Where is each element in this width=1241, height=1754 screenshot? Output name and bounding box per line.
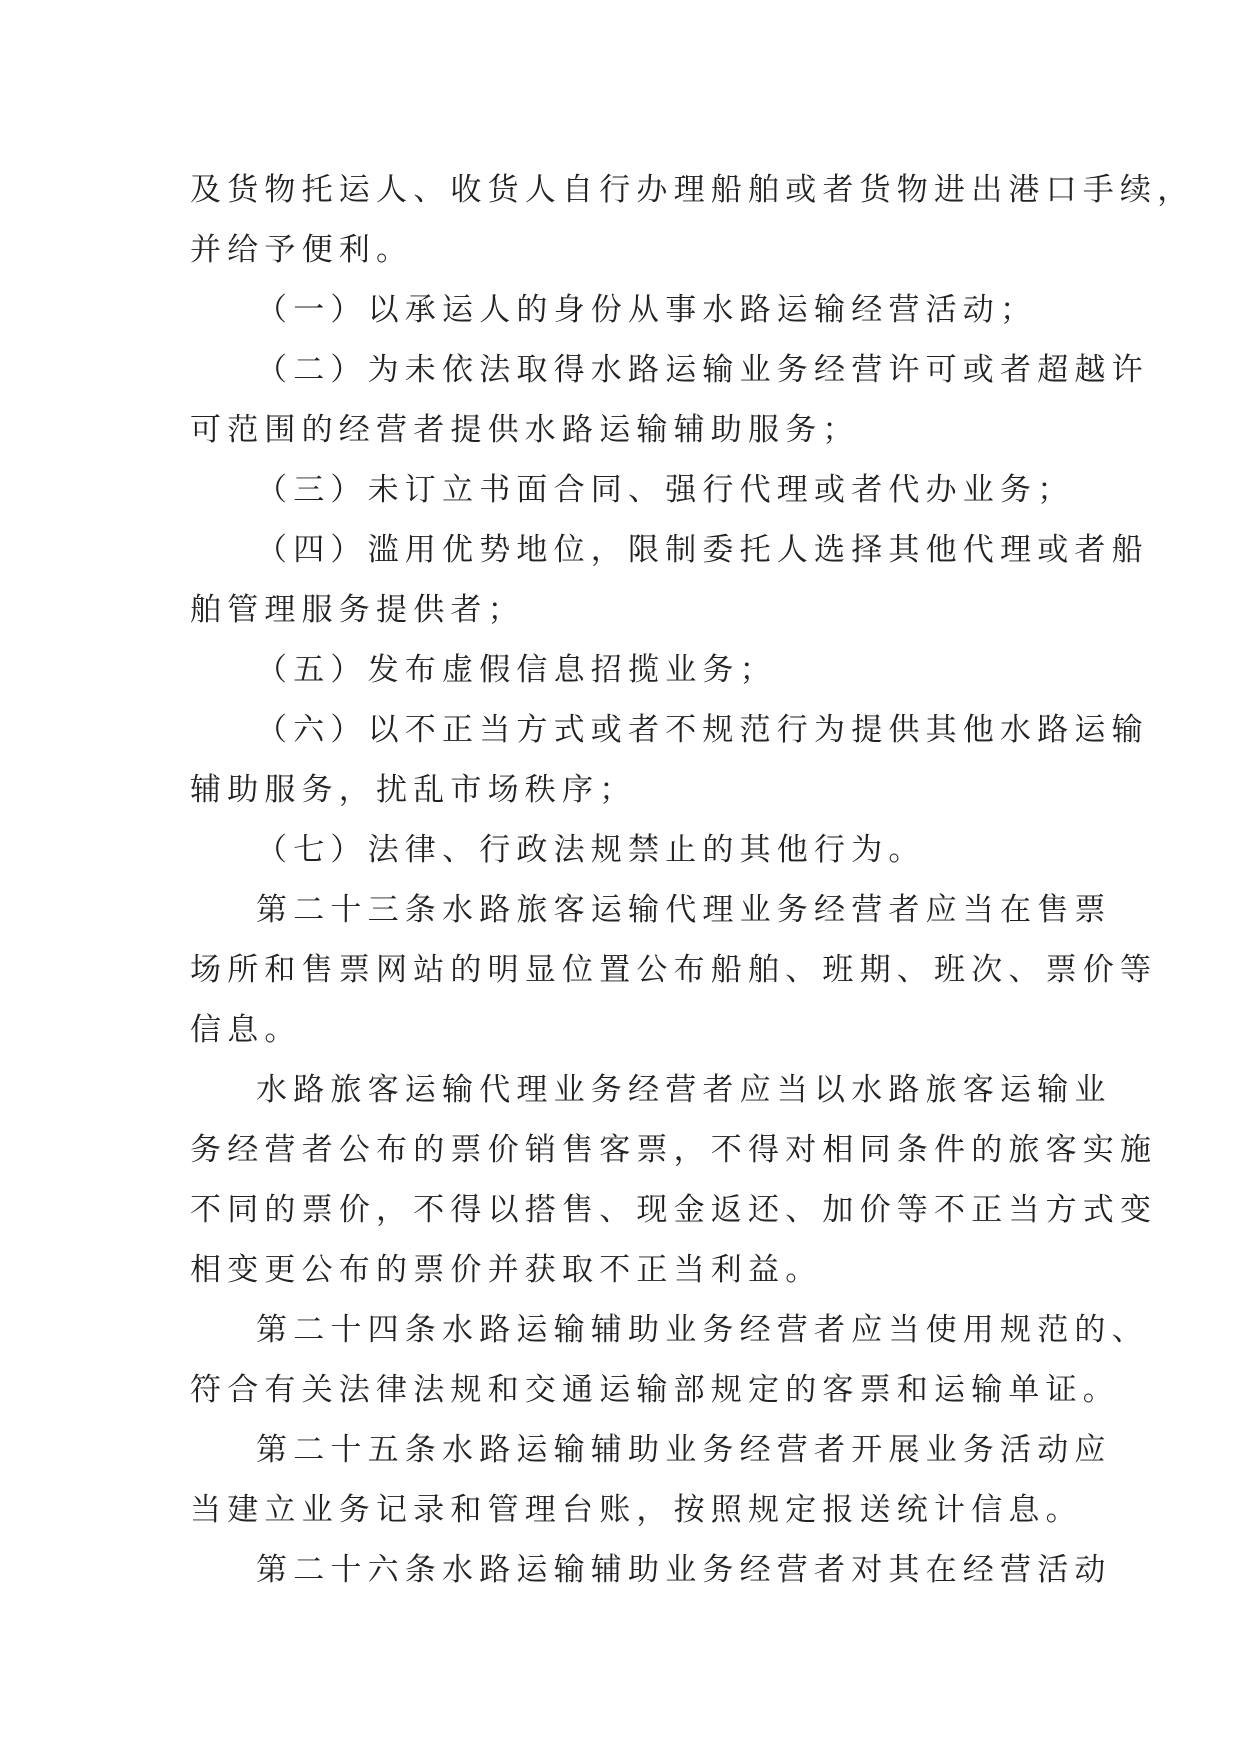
paragraph-start-line: （五）发布虚假信息招揽业务；: [256, 652, 777, 688]
text-line: 务经营者公布的票价销售客票，不得对相同条件的旅客实施: [190, 1132, 1158, 1168]
paragraph-start-line: 第二十四条水路运输辅助业务经营者应当使用规范的、: [256, 1312, 1149, 1348]
paragraph-start-line: （三）未订立书面合同、强行代理或者代办业务；: [256, 472, 1075, 508]
text-line: 信息。: [190, 1012, 302, 1048]
paragraph-start-line: 第二十三条水路旅客运输代理业务经营者应当在售票: [256, 892, 1112, 928]
text-line: 当建立业务记录和管理台账，按照规定报送统计信息。: [190, 1492, 1083, 1528]
paragraph-start-line: （六）以不正当方式或者不规范行为提供其他水路运输: [256, 712, 1149, 748]
document-body: [190, 160, 1195, 1600]
text-line: 辅助服务，扰乱市场秩序；: [190, 772, 637, 808]
text-line: 符合有关法律法规和交通运输部规定的客票和运输单证。: [190, 1372, 1120, 1408]
text-line: 可范围的经营者提供水路运输辅助服务；: [190, 412, 860, 448]
text-line: 及货物托运人、收货人自行办理船舶或者货物进出港口手续，: [190, 172, 1195, 208]
text-line: 相变更公布的票价并获取不正当利益。: [190, 1252, 823, 1288]
text-line: 不同的票价，不得以搭售、现金返还、加价等不正当方式变: [190, 1192, 1158, 1228]
paragraph-start-line: （七）法律、行政法规禁止的其他行为。: [256, 832, 926, 868]
paragraph-start-line: 水路旅客运输代理业务经营者应当以水路旅客运输业: [256, 1072, 1112, 1108]
paragraph-start-line: （四）滥用优势地位，限制委托人选择其他代理或者船: [256, 532, 1149, 568]
text-line: 舶管理服务提供者；: [190, 592, 525, 628]
text-line: 场所和售票网站的明显位置公布船舶、班期、班次、票价等: [190, 952, 1158, 988]
paragraph-start-line: 第二十六条水路运输辅助业务经营者对其在经营活动: [256, 1552, 1112, 1588]
paragraph-start-line: （二）为未依法取得水路运输业务经营许可或者超越许: [256, 352, 1149, 388]
text-line: 并给予便利。: [190, 232, 414, 268]
paragraph-start-line: （一）以承运人的身份从事水路运输经营活动；: [256, 292, 1038, 328]
paragraph-start-line: 第二十五条水路运输辅助业务经营者开展业务活动应: [256, 1432, 1112, 1468]
